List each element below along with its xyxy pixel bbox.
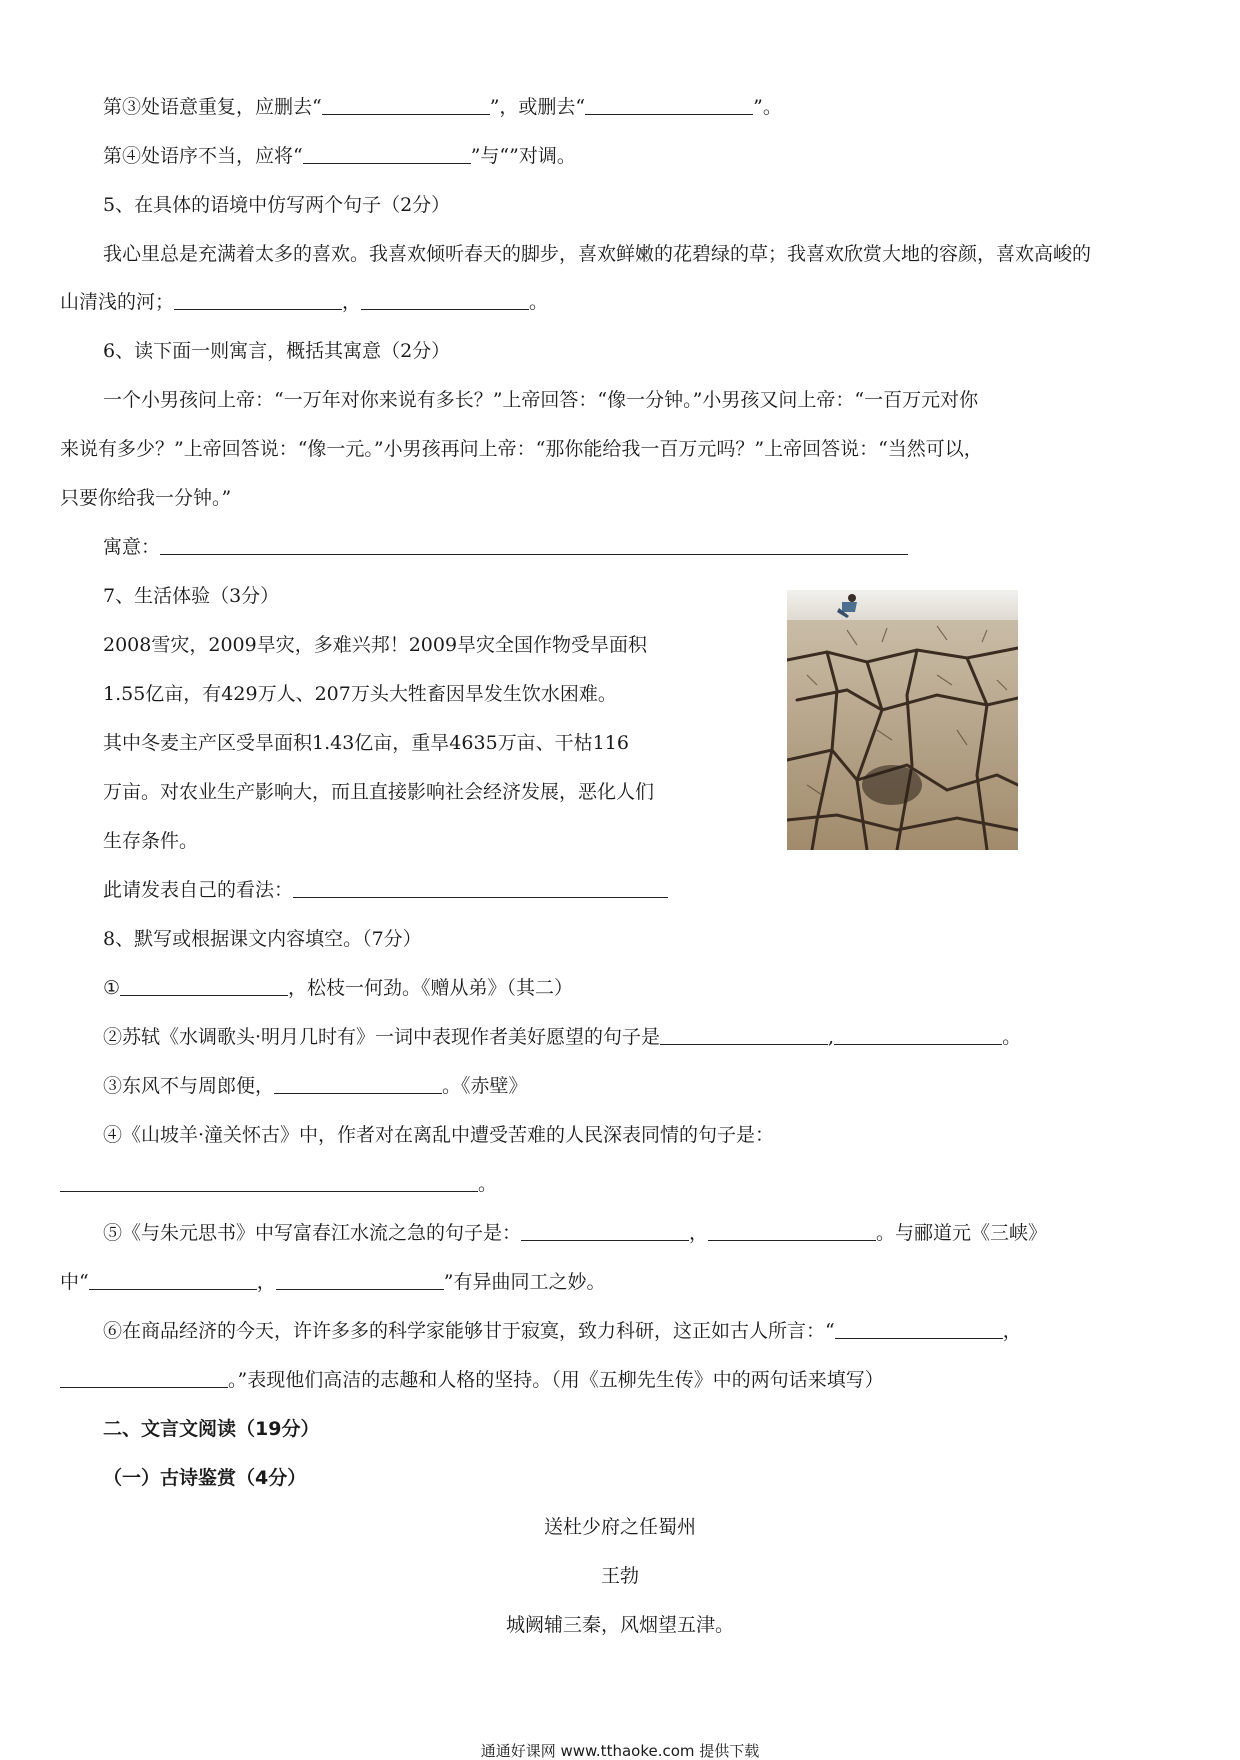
q8-item5 (103, 1219, 1047, 1247)
answer-blank[interactable] (293, 877, 668, 898)
q6-answer-label: 寓意： (103, 536, 161, 558)
q6-para1: 一个小男孩问上帝：“一万年对你来说有多长？”上帝回答：“像一分钟。”小男孩又问上帝：“一百万元对你 (103, 389, 979, 411)
q4-line2 (103, 142, 576, 170)
answer-blank[interactable] (89, 1269, 257, 1290)
q5-para2 (60, 288, 548, 316)
q7-para1: 2008雪灾，2009旱灾，多难兴邦！2009旱灾全国作物受旱面积 (103, 634, 648, 656)
page-footer: 通通好课网 www.tthaoke.com 提供下载 (480, 1742, 760, 1760)
cracked-earth-image (787, 590, 1018, 850)
q4-line1 (103, 93, 782, 121)
q8-item6-cont (60, 1366, 884, 1394)
q8-item6 (103, 1317, 1022, 1345)
answer-blank[interactable] (160, 534, 908, 555)
answer-blank[interactable] (60, 1171, 478, 1192)
q6-title: 6、读下面一则寓言，概括其寓意（2分） (103, 340, 451, 362)
answer-blank[interactable] (274, 1073, 442, 1094)
poem-line1: 城阙辅三秦，风烟望五津。 (505, 1614, 734, 1636)
q8-item2-text-a: ②苏轼《水调歌头·明月几时有》一词中表现作者美好愿望的句子是 (103, 1026, 661, 1048)
answer-blank[interactable] (174, 289, 342, 310)
answer-blank[interactable] (276, 1269, 444, 1290)
q5-para2-text-b: ， (342, 291, 362, 313)
q8-item2-text-c: 。 (1002, 1026, 1022, 1048)
q7-para2: 1.55亿亩，有429万人、207万头大牲畜因旱发生饮水困难。 (103, 683, 617, 705)
answer-blank[interactable] (660, 1024, 828, 1045)
q4-line2-text-a: 第④处语序不当，应将“ (103, 145, 303, 167)
q4-line1-text-c: ”。 (753, 96, 782, 118)
q8-item4-end: 。 (478, 1173, 498, 1195)
answer-blank[interactable] (708, 1220, 876, 1241)
q5-para2-text-c: 。 (529, 291, 549, 313)
q7-answer-label: 此请发表自己的看法： (103, 879, 294, 901)
q7-para3: 其中冬麦主产区受旱面积1.43亿亩，重旱4635万亩、干枯116 (103, 732, 629, 754)
answer-blank[interactable] (120, 975, 288, 996)
q8-item5-text-b: ， (689, 1222, 709, 1244)
q7-para5: 生存条件。 (103, 830, 199, 852)
q5-title: 5、在具体的语境中仿写两个句子（2分） (103, 194, 451, 216)
q8-item5-cont (60, 1268, 605, 1296)
q6-para2: 来说有多少？”上帝回答说：“像一元。”小男孩再问上帝：“那你能给我一百万元吗？”上帝回答说：“当然可以， (60, 438, 983, 460)
answer-blank[interactable] (521, 1220, 689, 1241)
q8-item4-answer (60, 1170, 497, 1198)
q8-item5-text-c: 。与郦道元《三峡》 (876, 1222, 1048, 1244)
q4-line1-text-a: 第③处语意重复，应删去“ (103, 96, 322, 118)
q6-para3: 只要你给我一分钟。” (60, 487, 232, 509)
q6-answer-line (103, 533, 908, 561)
q8-item2 (103, 1023, 1021, 1051)
q7-answer-line (103, 876, 668, 904)
q8-item3-text-a: ③东风不与周郎便， (103, 1075, 275, 1097)
answer-blank[interactable] (322, 94, 490, 115)
q8-item6-text-b: ， (1002, 1320, 1022, 1342)
answer-blank[interactable] (835, 1318, 1003, 1339)
q8-item1-text-b: ，松枝一何劲。《赠从弟》（其二） (288, 977, 574, 999)
q8-item5-text-a: ⑤《与朱元思书》中写富春江水流之急的句子是： (103, 1222, 522, 1244)
q8-item3 (103, 1072, 528, 1100)
q8-item5-text-d: 中“ (60, 1271, 89, 1293)
poem-title: 送杜少府之任蜀州 (543, 1516, 696, 1538)
q8-item6-text-c: 。”表现他们高洁的志趣和人格的坚持。（用《五柳先生传》中的两句话来填写） (228, 1369, 884, 1391)
answer-blank[interactable] (303, 143, 471, 164)
q8-item1 (103, 974, 573, 1002)
answer-blank[interactable] (834, 1024, 1002, 1045)
drought-photo (787, 590, 1018, 850)
section2-sub1: （一）古诗鉴赏（4分） (103, 1467, 307, 1489)
poem-author: 王勃 (600, 1565, 639, 1587)
q7-para4: 万亩。对农业生产影响大，而且直接影响社会经济发展，恶化人们 (103, 781, 655, 803)
q8-item2-text-b: , (828, 1026, 835, 1048)
q5-para1: 我心里总是充满着太多的喜欢。我喜欢倾听春天的脚步，喜欢鲜嫩的花碧绿的草；我喜欢欣赏大地的容颜，喜欢高峻的 (103, 243, 1092, 265)
q8-item6-text-a: ⑥在商品经济的今天，许许多多的科学家能够甘于寂寞，致力科研，这正如古人所言：“ (103, 1320, 835, 1342)
q8-title: 8、默写或根据课文内容填空。（7分） (103, 928, 422, 950)
q8-item5-text-e: ， (256, 1271, 276, 1293)
answer-blank[interactable] (585, 94, 753, 115)
q8-item5-text-f: ”有异曲同工之妙。 (443, 1271, 606, 1293)
q5-para2-text-a: 山清浅的河； (60, 291, 175, 313)
section2-title: 二、文言文阅读（19分） (103, 1418, 320, 1440)
q8-item4: ④《山坡羊·潼关怀古》中，作者对在离乱中遭受苦难的人民深表同情的句子是： (103, 1124, 775, 1146)
q8-item3-text-b: 。《赤壁》 (442, 1075, 528, 1097)
q4-line1-text-b: ”，或删去“ (489, 96, 586, 118)
answer-blank[interactable] (361, 289, 529, 310)
q4-line2-text-b: ”与“”对调。 (470, 145, 576, 167)
q7-title: 7、生活体验（3分） (103, 585, 280, 607)
q8-item1-text-a: ① (103, 977, 121, 999)
answer-blank[interactable] (60, 1367, 228, 1388)
